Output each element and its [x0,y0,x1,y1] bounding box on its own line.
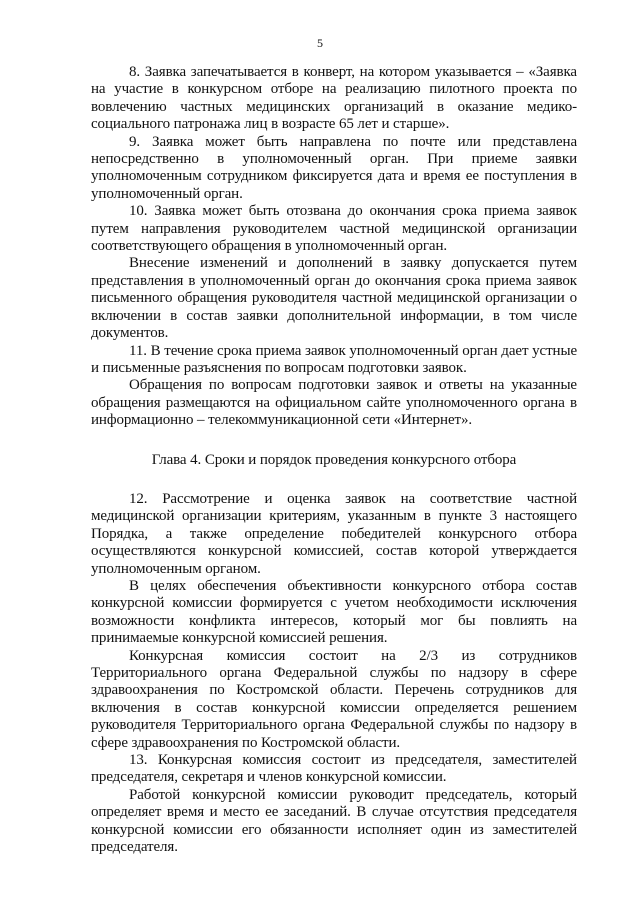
paragraph-13: 13. Конкурсная комиссия состоит из председателя, заместителей председателя, секретаря и членов конкурсной комиссии. [91,752,577,786]
document-body [91,64,577,856]
paragraph-12-composition: Конкурсная комиссия состоит на 2/3 из сотрудников Территориального органа Федеральной службы по надзору в сфере здравоохранения по Костромской области. Перечень сотрудников для включения в состав конкурсной комиссии определяется решением руководителя Территориального органа Федеральной службы по надзору в сфере здравоохранения по Костромской области. [91,647,577,751]
paragraph-11-inquiries: Обращения по вопросам подготовки заявок и ответы на указанные обращения размещаются на официальном сайте уполномоченного органа в информационно – телекоммуникационной сети «Интернет». [91,377,577,429]
paragraph-12: 12. Рассмотрение и оценка заявок на соответствие частной медицинской организации критериям, указанным в пункте 3 настоящего Порядка, а также определение победителей конкурсного отбора осуществляются конкурсной комиссией, состав которой утверждается уполномоченным органом. [91,490,577,577]
chapter-heading: Глава 4. Сроки и порядок проведения конкурсного отбора [151,451,517,468]
paragraph-12-objectivity: В целях обеспечения объективности конкурсного отбора состав конкурсной комиссии формируется с учетом необходимости исключения возможности конфликта интересов, который мог бы повлиять на принимаемые конкурсной комиссией решения. [91,577,577,647]
paragraph-11: 11. В течение срока приема заявок уполномоченный орган дает устные и письменные разъяснения по вопросам подготовки заявок. [91,342,577,376]
paragraph-10-amendments: Внесение изменений и дополнений в заявку допускается путем представления в уполномоченный орган до окончания срока приема заявок письменного обращения руководителя частной медицинской организации о включении в состав заявки дополнительной информации, в том числе документов. [91,255,577,342]
paragraph-13-chairman: Работой конкурсной комиссии руководит председатель, который определяет время и место ее заседаний. В случае отсутствия председателя конкурсной комиссии его обязанности исполняет один из заместителей председателя. [91,786,577,856]
page-number: 5 [317,36,323,50]
paragraph-9: 9. Заявка может быть направлена по почте или представлена непосредственно в уполномоченный орган. При приеме заявки уполномоченным сотрудником фиксируется дата и время ее поступления в уполномоченный орган. [91,133,577,202]
paragraph-10: 10. Заявка может быть отозвана до окончания срока приема заявок путем направления руководителем частной медицинской организации соответствующего обращения в уполномоченный орган. [91,203,577,255]
paragraph-8: 8. Заявка запечатывается в конверт, на котором указывается – «Заявка на участие в конкурсном отборе на реализацию пилотного проекта по вовлечению частных медицинских организаций в оказание медико-социального патронажа лиц в возрасте 65 лет и старше». [91,64,577,133]
